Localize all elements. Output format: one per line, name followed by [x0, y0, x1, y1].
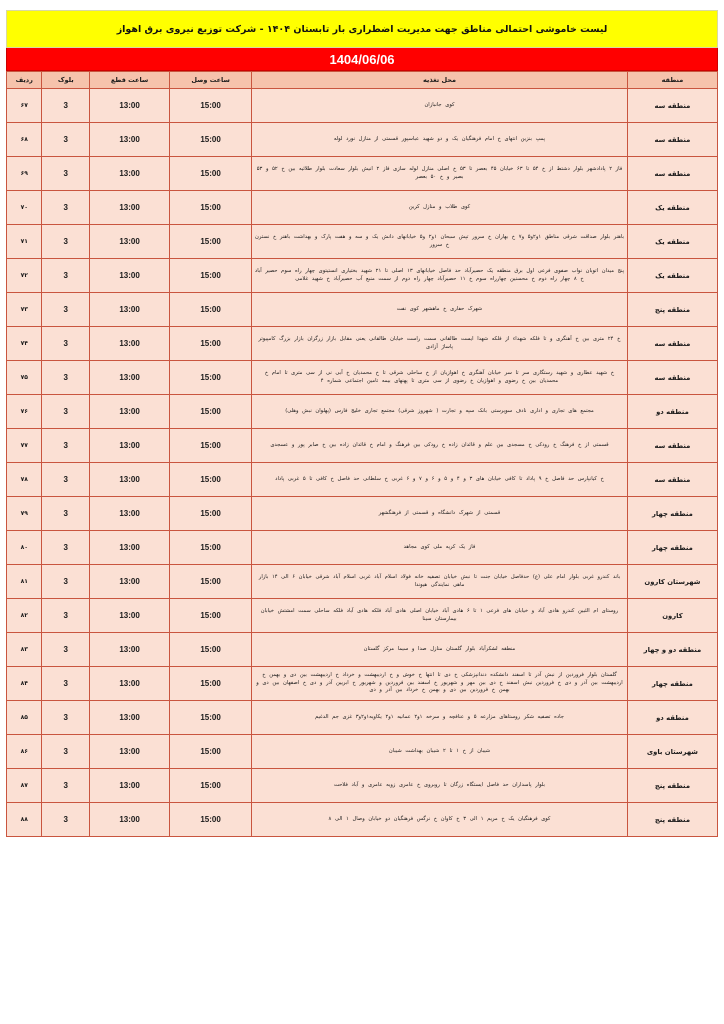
cell-place: کوی جانبازان	[252, 89, 628, 123]
cell-time-on: 15:00	[170, 599, 252, 633]
cell-time-on: 15:00	[170, 395, 252, 429]
table-row	[7, 327, 718, 361]
cell-row-number: ۷۴	[7, 327, 42, 361]
cell-district: منطقه دو	[627, 395, 717, 429]
table-row	[7, 429, 718, 463]
table-row	[7, 361, 718, 395]
cell-time-off: 13:00	[90, 293, 170, 327]
cell-time-off: 13:00	[90, 429, 170, 463]
cell-time-on: 15:00	[170, 293, 252, 327]
table-row	[7, 293, 718, 327]
cell-district: منطقه یک	[627, 191, 717, 225]
cell-row-number: ۸۴	[7, 667, 42, 701]
table-row	[7, 531, 718, 565]
cell-time-off: 13:00	[90, 123, 170, 157]
cell-district: منطقه چهار	[627, 531, 717, 565]
cell-time-off: 13:00	[90, 89, 170, 123]
cell-time-on: 15:00	[170, 667, 252, 701]
cell-district: منطقه چهار	[627, 497, 717, 531]
cell-time-off: 13:00	[90, 599, 170, 633]
cell-district: کارون	[627, 599, 717, 633]
cell-time-on: 15:00	[170, 565, 252, 599]
table-row	[7, 633, 718, 667]
cell-time-on: 15:00	[170, 735, 252, 769]
cell-place: قسمتی از شهرک دانشگاه و قسمتی از فرهنگشهر	[252, 497, 628, 531]
cell-district: منطقه سه	[627, 157, 717, 191]
table-row	[7, 191, 718, 225]
cell-row-number: ۷۸	[7, 463, 42, 497]
cell-time-off: 13:00	[90, 395, 170, 429]
table-row	[7, 803, 718, 837]
cell-district: منطقه سه	[627, 123, 717, 157]
table-row	[7, 769, 718, 803]
cell-time-off: 13:00	[90, 769, 170, 803]
cell-district: منطقه سه	[627, 361, 717, 395]
cell-place: مجتمع های تجاری و اداری نادف سوپرستی بانک سپه و تجارت ( شهروز شرقی) مجتمع تجاری خلیج فارس (پهلوان نبش وهلی)	[252, 395, 628, 429]
table-header-row	[7, 72, 718, 89]
cell-time-off: 13:00	[90, 531, 170, 565]
cell-time-off: 13:00	[90, 667, 170, 701]
table-row	[7, 89, 718, 123]
cell-block: 3	[42, 531, 90, 565]
table-row	[7, 259, 718, 293]
cell-block: 3	[42, 157, 90, 191]
cell-place: باند کندرو غربی بلوار امام علی (ع) حدفاصل خیابان جنت تا نبش خیابان تصفیه خانه فولاد اسلام آباد غربی اسلام آباد شرقی خیابان ۶ الی ۱۴ بازار ماهی نمایندگی هیوندا	[252, 565, 628, 599]
cell-place: پنج میدان اتوبان نواب صفوی فرعی اول برق منطقه یک حصیرآباد حد فاصل خیابانهای ۱۳ اصلی تا ۲۱ شهید بختیاری انستیتوی چهار راه سوم حصیر آباد خ ۸ چهار راه دوم خ محسنین چهارراه سوم خ ۱۱ حصیرآباد چهار راه دوم از سمت منبع آب حصیرآباد خ شهید غلامی	[252, 259, 628, 293]
cell-block: 3	[42, 497, 90, 531]
cell-time-off: 13:00	[90, 327, 170, 361]
cell-row-number: ۶۸	[7, 123, 42, 157]
table-row	[7, 225, 718, 259]
cell-block: 3	[42, 735, 90, 769]
table-header	[7, 72, 718, 89]
table-row	[7, 735, 718, 769]
column-header-place: محل تغذیه	[252, 72, 628, 89]
cell-place: خ کیانپارس حد فاصل خ ۹ پاداد تا کافی خیابان های ۳ و ۴ و ۵ و ۶ و ۷ و ۶ غربی خ سلطانی حد فاصل خ کافی تا ۵ غربی پاداد	[252, 463, 628, 497]
cell-block: 3	[42, 463, 90, 497]
cell-row-number: ۸۱	[7, 565, 42, 599]
cell-time-on: 15:00	[170, 89, 252, 123]
cell-time-off: 13:00	[90, 463, 170, 497]
schedule-date: 1404/06/06	[329, 51, 395, 67]
cell-row-number: ۷۵	[7, 361, 42, 395]
cell-block: 3	[42, 803, 90, 837]
cell-row-number: ۶۷	[7, 89, 42, 123]
column-header-time-off: ساعت قطع	[90, 72, 170, 89]
cell-time-on: 15:00	[170, 463, 252, 497]
cell-district: منطقه چهار	[627, 667, 717, 701]
cell-time-off: 13:00	[90, 803, 170, 837]
column-header-district: منطقه	[627, 72, 717, 89]
cell-block: 3	[42, 89, 90, 123]
cell-block: 3	[42, 191, 90, 225]
cell-block: 3	[42, 429, 90, 463]
page-title: لیست خاموشی احتمالی مناطق جهت مدیریت اضطراری بار تابستان ۱۴۰۴ - شرکت توزیع نیروی برق اهواز	[116, 23, 608, 35]
cell-time-off: 13:00	[90, 735, 170, 769]
cell-district: منطقه یک	[627, 259, 717, 293]
cell-district: منطقه دو	[627, 701, 717, 735]
table-row	[7, 463, 718, 497]
cell-time-on: 15:00	[170, 497, 252, 531]
cell-place: شهرک حفاری خ ماهشهر کوی نفت	[252, 293, 628, 327]
column-header-block: بلوک	[42, 72, 90, 89]
column-header-time-on: ساعت وصل	[170, 72, 252, 89]
cell-place: قسمتی از خ فرهنگ خ رودکی خ مسجدی بین علم و قائدان زاده خ رودکی بین فرهنگ و امام خ قائدان زاده بین خ صابر پور و عسجدی	[252, 429, 628, 463]
cell-row-number: ۷۰	[7, 191, 42, 225]
cell-block: 3	[42, 123, 90, 157]
cell-district: منطقه پنج	[627, 769, 717, 803]
cell-district: منطقه پنج	[627, 803, 717, 837]
cell-district: منطقه سه	[627, 327, 717, 361]
cell-place: منطقه لشکرآباد بلوار گلستان منازل صدا و سیما مرکز گلستان	[252, 633, 628, 667]
cell-place: گلستان بلوار فروردین از نبش آذر تا اسفند دانشکده دندانپزشکی خ دی تا انتها خ خوش و خ اردیبهشت و خرداد خ اردیبهشت بین دی و بهمن خ اردیبهشت بین آذر و دی خ فروردین نبش اسفند خ دی بین مهر و شهریور خ اسفند بین فروردین و شهریور خ ابریین آذر و دی خ اصفهان بین دی و بهمن خ فروردین بین دی و بهمن خ خرداد بین آذر و دی	[252, 667, 628, 701]
cell-time-off: 13:00	[90, 701, 170, 735]
cell-time-off: 13:00	[90, 157, 170, 191]
cell-time-on: 15:00	[170, 429, 252, 463]
cell-place: بلوار پاسداران حد فاصل ایستگاه زرگان تا روبروی خ عامری زویه عامری و آباد فلاحت	[252, 769, 628, 803]
cell-row-number: ۸۳	[7, 633, 42, 667]
cell-time-off: 13:00	[90, 259, 170, 293]
cell-row-number: ۷۹	[7, 497, 42, 531]
table-row	[7, 157, 718, 191]
cell-place: فاز ۲ پادادشهر بلوار دشتط از خ ۵۴ تا ۶۳ خیابان ۴۵ بعصر تا ۵۳ خ اصلی منازل لوله سازی فاز ۲ انیش بلوار سعادت بلوار طلائیه بین خ ۵۲ و ۵۳ بصیر و خ ۵۰ بعصر	[252, 157, 628, 191]
cell-row-number: ۷۳	[7, 293, 42, 327]
cell-block: 3	[42, 633, 90, 667]
outage-schedule-table	[6, 71, 718, 837]
cell-place: شیبان از خ ۱ تا ۲ شیبان بهداشت شیبان	[252, 735, 628, 769]
cell-time-on: 15:00	[170, 531, 252, 565]
table-row	[7, 497, 718, 531]
date-banner	[6, 48, 718, 71]
table-row	[7, 395, 718, 429]
cell-time-on: 15:00	[170, 259, 252, 293]
cell-place: باهنر بلوار صداقت شرقی مناطق ۱و۲و۵ و۷ خ بهاران خ سرور تپش سبحان ۱و۲ و۵ خیابانهای دانش یک و سه و هفت پارک و بهداشت باهنر خ نسترن خ سرور	[252, 225, 628, 259]
cell-row-number: ۷۲	[7, 259, 42, 293]
cell-block: 3	[42, 395, 90, 429]
cell-district: منطقه سه	[627, 429, 717, 463]
table-row	[7, 565, 718, 599]
cell-row-number: ۶۹	[7, 157, 42, 191]
cell-row-number: ۷۱	[7, 225, 42, 259]
cell-row-number: ۷۶	[7, 395, 42, 429]
cell-district: منطقه یک	[627, 225, 717, 259]
cell-block: 3	[42, 293, 90, 327]
cell-block: 3	[42, 701, 90, 735]
cell-time-on: 15:00	[170, 803, 252, 837]
cell-block: 3	[42, 259, 90, 293]
cell-time-on: 15:00	[170, 361, 252, 395]
cell-place: فاز یک کریه ملی کوی مجاهد	[252, 531, 628, 565]
cell-time-on: 15:00	[170, 191, 252, 225]
table-row	[7, 701, 718, 735]
cell-block: 3	[42, 565, 90, 599]
cell-row-number: ۸۰	[7, 531, 42, 565]
cell-district: منطقه سه	[627, 89, 717, 123]
cell-row-number: ۸۶	[7, 735, 42, 769]
cell-place: پمپ بنزین انتهای خ امام فرهنگیان یک و دو شهید عباسپور قسمتی از منازل نورد لوله	[252, 123, 628, 157]
cell-row-number: ۸۷	[7, 769, 42, 803]
table-body	[7, 89, 718, 837]
cell-time-off: 13:00	[90, 565, 170, 599]
cell-time-on: 15:00	[170, 123, 252, 157]
cell-block: 3	[42, 361, 90, 395]
table-row	[7, 667, 718, 701]
cell-row-number: ۸۵	[7, 701, 42, 735]
cell-district: منطقه پنج	[627, 293, 717, 327]
cell-place: کوی فرهنگیان یک خ مریم ۱ الی ۳ خ کاوان خ نرگس فرهنگیان دو خیابان وصال ۱ الی ۸	[252, 803, 628, 837]
column-header-row-number: ردیف	[7, 72, 42, 89]
cell-row-number: ۸۲	[7, 599, 42, 633]
cell-place: کوی طلاب و منازل کرین	[252, 191, 628, 225]
cell-place: جاده تصفیه شکر روستاهای مزارعه ۵ و عنافچه و سرخه ۱و۲ عمانیه ۱و۲ یکاویه۱و۲و۳ غزی جم الدغیم	[252, 701, 628, 735]
cell-time-off: 13:00	[90, 633, 170, 667]
cell-block: 3	[42, 225, 90, 259]
cell-block: 3	[42, 769, 90, 803]
cell-place: خ شهید عطاری و شهید رستگاری سر تا سر خیابان آهنگری خ اهوازیان از خ ساحلی شرقی تا خ محمدیان خ آبی نی از سی متری تا امام خ محمدیان بین خ رضوی و اهوازیان خ رضوی از سی متری تا پهنهای بیمه تامین اجتماعی شماره ۴	[252, 361, 628, 395]
cell-time-on: 15:00	[170, 769, 252, 803]
cell-place: روستای ام الئبین کندرو هادی آباد و خیابان های فرعی ۱ تا ۶ هادی آباد خیابان اصلی هادی آباد فلکه هادی آباد فلکه ساحلی سمت امشتش خیابان بیمارستان سینا	[252, 599, 628, 633]
cell-block: 3	[42, 327, 90, 361]
cell-time-on: 15:00	[170, 157, 252, 191]
cell-time-on: 15:00	[170, 633, 252, 667]
cell-time-off: 13:00	[90, 191, 170, 225]
cell-district: منطقه دو و چهار	[627, 633, 717, 667]
table-row	[7, 599, 718, 633]
cell-row-number: ۸۸	[7, 803, 42, 837]
cell-row-number: ۷۷	[7, 429, 42, 463]
cell-district: شهرستان باوی	[627, 735, 717, 769]
cell-time-off: 13:00	[90, 361, 170, 395]
cell-time-on: 15:00	[170, 225, 252, 259]
cell-place: خ ۲۴ متری بین خ آهنگری و تا فلکه شهداء از فلکه شهدا ایست طالقانی سمت راست خیابان طالقانی یعنی مقابل بازار زرگران بازار بزرگ کامپیوتر پاساژ آزادی	[252, 327, 628, 361]
table-row	[7, 123, 718, 157]
cell-time-on: 15:00	[170, 701, 252, 735]
cell-district: شهرستان کارون	[627, 565, 717, 599]
cell-district: منطقه سه	[627, 463, 717, 497]
cell-time-off: 13:00	[90, 225, 170, 259]
page-title-banner	[6, 10, 718, 48]
cell-time-on: 15:00	[170, 327, 252, 361]
cell-block: 3	[42, 667, 90, 701]
cell-block: 3	[42, 599, 90, 633]
cell-time-off: 13:00	[90, 497, 170, 531]
